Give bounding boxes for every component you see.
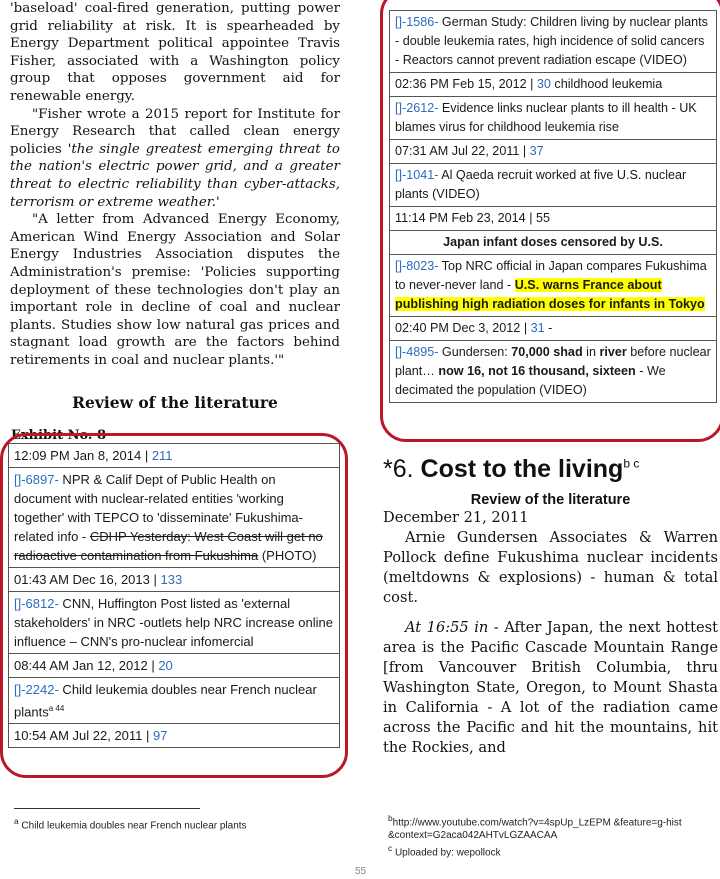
table-row [9, 444, 340, 468]
table-row [390, 164, 717, 207]
footnote-mark: c [388, 843, 393, 854]
table-row [390, 207, 717, 231]
table-row [390, 317, 717, 341]
table-row [9, 592, 340, 654]
date-cell: 12:09 PM Jan 8, 2014 | 211 [9, 444, 340, 468]
right-footnotes [388, 812, 688, 860]
prose-paragraph: 'baseload' coal-fired generation, putting power grid reliability at risk. It is spearheaded by Energy Department political appointee Travis Fisher, associated with a Washington policy group that opposes government aid for renewable energy. [10, 1, 340, 104]
left-record-table [8, 443, 340, 748]
date-cell: 02:36 PM Feb 15, 2012 | 30 childhood leukemia [390, 73, 717, 97]
record-id-link[interactable]: []-4895- [395, 345, 439, 359]
table-row [390, 11, 717, 73]
record-id-link[interactable]: []-1586- [395, 15, 439, 29]
headline-cell: []-6812- CNN, Huffington Post listed as 'external stakeholders' in NRC -outlets help NRC increase online influence – CNN's pro-nuclear infomercial [9, 592, 340, 654]
record-id-link[interactable]: []-2242- [14, 682, 59, 697]
exhibit-label: Exhibit No. 8 [11, 428, 107, 443]
footnote-c: $^c$ Uploaded by: wepollock [388, 843, 501, 859]
right-subtitle: Review of the literature [470, 492, 631, 508]
prose-paragraph: Arnie Gundersen Associates & Warren Pollock define Fukushima nuclear incidents (meltdowns & explosions) - human & total cost. [383, 529, 718, 606]
footnote-mark: b [388, 813, 393, 823]
prose-text: "Fisher wrote a 2015 report for Institute for Energy Research that called clean energy policies [10, 106, 340, 157]
left-footnote: $^a$ Child leukemia doubles near French nuclear plants [14, 816, 247, 832]
date-cell: 02:40 PM Dec 3, 2012 | 31 - [390, 317, 717, 341]
headline-cell: []-1041- Al Qaeda recruit worked at five U.S. nuclear plants (VIDEO) [390, 164, 717, 207]
footnote-url[interactable]: http://www.youtube.com/watch?v=4spUp_LzEPM &feature=g-hist&context=G2aca042AHTvLGZAACAA [388, 817, 682, 842]
date-cell: 10:54 AM Jul 22, 2011 | 97 [9, 724, 340, 748]
section-heading-cell: Japan infant doses censored by U.S. [390, 231, 717, 255]
headline-cell: []-1586- German Study: Children living by nuclear plants - double leukemia rates, high incidence of solid cancers - Reactors cannot prevent radiation escape (VIDEO) [390, 11, 717, 73]
date-cell: 07:31 AM Jul 22, 2011 | 37 [390, 140, 717, 164]
count-link[interactable]: 30 [536, 77, 551, 91]
record-id-link[interactable]: []-8023- [395, 259, 439, 273]
struck-text: CDHP Yesterday: West Coast will get no radioactive contamination from Fukushima [14, 529, 323, 563]
prose-paragraph [10, 106, 340, 212]
date-cell: 08:44 AM Jan 12, 2012 | 20 [9, 654, 340, 678]
footnote-rule [14, 808, 200, 809]
record-id-link[interactable]: []-6897- [14, 472, 59, 487]
page-number: 55 [355, 866, 367, 877]
headline-cell: []-6897- NPR & Calif Dept of Public Health on document with nuclear-related entities 'working together' with TEPCO to 'disseminate' Fukushima-related info - CDHP Yesterday: West Coast will get no radioactive contamination from Fukushima (PHOTO) [9, 468, 340, 568]
table-row [9, 568, 340, 592]
table-row [9, 678, 340, 724]
date-cell: 11:14 PM Feb 23, 2014 | 55 [390, 207, 717, 231]
headline-cell: []-2612- Evidence links nuclear plants to ill health - UK blames virus for childhood leukemia rise [390, 97, 717, 140]
table-row [390, 341, 717, 403]
headline-cell: []-8023- Top NRC official in Japan compares Fukushima to never-never land - U.S. warns France about publishing high radiation doses for infants in Tokyo [390, 255, 717, 317]
count-link[interactable]: 133 [160, 572, 183, 587]
count-link[interactable]: 37 [529, 144, 544, 158]
table-row [390, 231, 717, 255]
record-id-link[interactable]: []-1041- [395, 168, 439, 182]
section-heading: *6. Cost to the living$^{b c}$ [383, 455, 640, 483]
footnote-ref[interactable]: a 44 [48, 704, 65, 713]
footnote-b [388, 812, 688, 842]
left-prose [10, 0, 340, 369]
table-row [390, 140, 717, 164]
record-id-link[interactable]: []-2612- [395, 101, 439, 115]
date-cell: 01:43 AM Dec 16, 2013 | 133 [9, 568, 340, 592]
table-row [390, 255, 717, 317]
table-row [9, 654, 340, 678]
headline-cell: []-4895- Gundersen: 70,000 shad in river before nuclear plant… now 16, not 16 thousand, sixteen - We decimated the population (VIDEO) [390, 341, 717, 403]
count-link[interactable]: 20 [158, 658, 173, 673]
table-row [390, 73, 717, 97]
headline-cell: []-2242- Child leukemia doubles near French nuclear plants$^{a 44}$ [9, 678, 340, 724]
right-prose [383, 508, 718, 758]
footnote-mark: a [14, 816, 19, 826]
prose-date: December 21, 2011 [383, 509, 529, 526]
prose-paragraph: At 16:55 in - After Japan, the next hottest area is the Pacific Cascade Mountain Range [from Vancouver British Columbia, thru Washington State, Oregon, to Mount Shasta in California - A lot of the radiation came across the Pacific and hit the mountains, hit the Rockies, and [383, 619, 718, 756]
prose-paragraph: "A letter from Advanced Energy Economy, American Wind Energy Association and Solar Energy Industries Association disputes the Administration's premise: 'Policies supporting deployment of these technologies don't play an important role in decline of coal and nuclear plants. Studies show low natural gas prices and stagnant load growth are the factors behind retirements in coal and nuclear plants.'" [10, 212, 340, 368]
highlighted-text: U.S. warns France about publishing high radiation doses for infants in Tokyo [395, 278, 705, 311]
table-row [9, 724, 340, 748]
record-id-link[interactable]: []-6812- [14, 596, 59, 611]
count-link[interactable]: 97 [153, 728, 168, 744]
footnote-ref[interactable]: b c [623, 456, 640, 471]
table-row [390, 97, 717, 140]
count-link[interactable]: 31 [530, 321, 545, 335]
left-section-title: Review of the literature [72, 393, 278, 412]
table-row [9, 468, 340, 568]
prose-quote: 'the single greatest emerging threat to the nation's electric power grid, and a greater threat to electric reliability than cyber-attacks, terrorism or extreme weather.' [10, 141, 340, 210]
right-record-table [389, 10, 717, 403]
count-link[interactable]: 211 [151, 448, 173, 463]
